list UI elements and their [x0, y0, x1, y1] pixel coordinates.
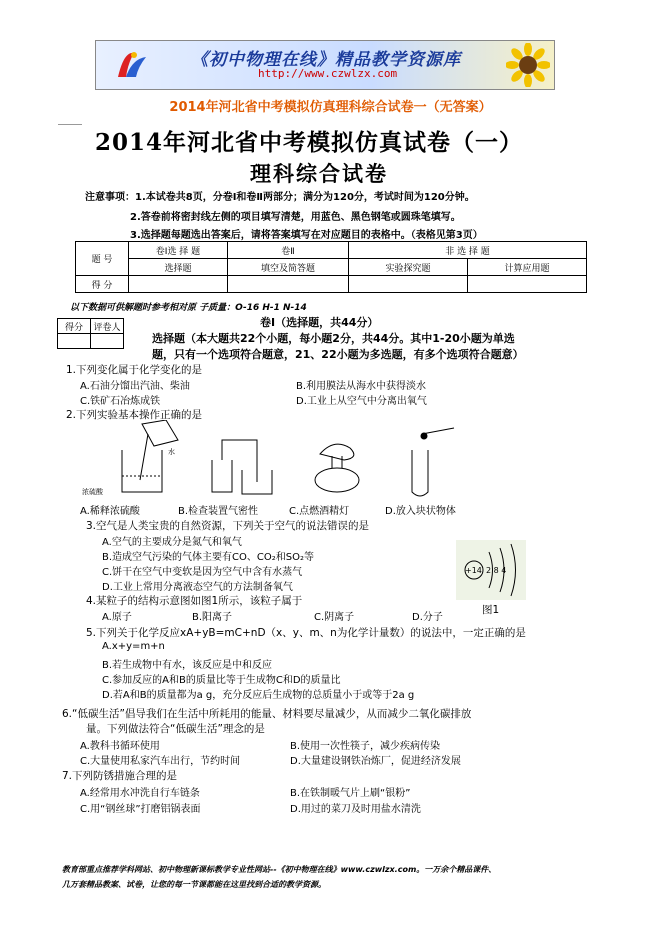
option[interactable]: B.使用一次性筷子，减少疾病传染 [290, 741, 441, 752]
question-5: 5.下列关于化学反应xA+yB=mC+nD（x、y、m、n为化学计量数）的说法中，一定正确的是 [86, 627, 526, 639]
paper-subtitle: 理科综合试卷 [250, 161, 388, 186]
score-table-cell: 卷Ⅱ [228, 242, 349, 259]
option[interactable]: B.检查装置气密性 [178, 506, 259, 517]
option[interactable]: B.阳离子 [192, 612, 233, 623]
question-6-continued: 量。下列做法符合“低碳生活”理念的是 [86, 723, 265, 735]
score-table-cell: 非 选 择 题 [349, 242, 587, 259]
option[interactable]: D.若A和B的质量都为a g，充分反应后生成物的总质量小于或等于2a g [102, 690, 415, 701]
option[interactable]: B.若生成物中有水，该反应是中和反应 [102, 660, 273, 671]
electron-label: 2 8 4 [486, 566, 507, 575]
option[interactable]: C.阴离子 [314, 612, 355, 623]
sunflower-icon [506, 43, 550, 87]
footer-line: 几万套精品教案、试卷，让您的每一节课都能在这里找到合适的教学资源。 [62, 880, 326, 889]
score-table-header: 得 分 [76, 276, 129, 293]
option[interactable]: A.x+y=m+n [102, 641, 165, 652]
question-7: 7.下列防锈措施合理的是 [62, 770, 178, 782]
note-line-2: 2.答卷前将密封线左侧的项目填写清楚，用蓝色、黑色钢笔或圆珠笔填写。 [130, 212, 461, 223]
note-line-1: 注意事项：1.本试卷共8页，分卷Ⅰ和卷Ⅱ两部分；满分为120分，考试时间为120分钟。 [85, 192, 475, 203]
option[interactable]: C.大量使用私家汽车出行，节约时间 [80, 756, 241, 767]
water-label: 水 [168, 448, 175, 456]
score-table-cell: 卷Ⅰ选 择 题 [129, 242, 228, 259]
grader-label: 得分 [58, 319, 91, 334]
option[interactable]: D.放入块状物体 [385, 506, 456, 517]
score-table-cell: 填空及简答题 [228, 259, 349, 276]
option[interactable]: D.工业上常用分离液态空气的方法制备氧气 [102, 582, 293, 593]
score-input-cell[interactable] [349, 276, 468, 293]
option[interactable]: C.铁矿石冶炼成铁 [80, 396, 161, 407]
question-3: 3.空气是人类宝贵的自然资源，下列关于空气的说法错误的是 [86, 520, 370, 532]
score-table-header: 题 号 [76, 242, 129, 276]
acid-label: 浓硫酸 [82, 488, 103, 496]
site-logo-icon [114, 47, 150, 83]
option[interactable]: A.原子 [102, 612, 132, 623]
relative-atomic-mass-note: 以下数据可供解题时参考相对原 子质量：O-16 H-1 N-14 [70, 303, 307, 313]
option[interactable]: B.造成空气污染的气体主要有CO、CO₂和SO₂等 [102, 552, 314, 563]
option[interactable]: D.分子 [412, 612, 443, 623]
score-table-cell: 计算应用题 [468, 259, 587, 276]
question-2: 2.下列实验基本操作正确的是 [66, 409, 203, 421]
document-title: 2014年河北省中考模拟仿真理科综合试卷一（无答案） [169, 100, 492, 115]
score-table [75, 241, 587, 293]
option[interactable]: A.石油分馏出汽油、柴油 [80, 381, 190, 392]
paper-title: 2014年河北省中考模拟仿真试卷（一） [95, 129, 524, 156]
header-banner [95, 40, 555, 90]
option[interactable]: D.用过的菜刀及时用盐水清洗 [290, 804, 421, 815]
option[interactable]: A.教科书循环使用 [80, 741, 160, 752]
note-line-3: 3.选择题每题选出答案后，请将答案填写在对应题目的表格中。（表格见第3页） [130, 230, 483, 241]
experiment-illustrations [82, 420, 482, 500]
grader-input-cell[interactable] [58, 334, 91, 349]
question-6: 6.“低碳生活”倡导我们在生活中所耗用的能量、材料要尽量减少，从而减少二氧化碳排放 [62, 708, 472, 720]
banner-title: 《初中物理在线》精品教学资源库 [191, 50, 461, 70]
grader-label: 评卷人 [91, 319, 124, 334]
footer-line: 教育部重点推荐学科网站、初中物理新课标教学专业性网站--《初中物理在线》www.czwlzx.com。一万余个精品课件、 [62, 865, 497, 874]
option[interactable]: C.用“钢丝球”打磨铝锅表面 [80, 804, 201, 815]
option[interactable]: C.参加反应的A和B的质量比等于生成物C和D的质量比 [102, 675, 341, 686]
nucleus-label: +14 [465, 566, 482, 575]
atom-structure-figure [456, 540, 526, 600]
grader-input-cell[interactable] [91, 334, 124, 349]
score-input-cell[interactable] [228, 276, 349, 293]
page-footer [62, 862, 496, 892]
banner-url[interactable]: http://www.czwlzx.com [258, 67, 398, 80]
option[interactable]: C.饼干在空气中变软是因为空气中含有水蒸气 [102, 567, 303, 578]
score-input-cell[interactable] [129, 276, 228, 293]
score-table-cell: 实验探究题 [349, 259, 468, 276]
score-table-cell: 选择题 [129, 259, 228, 276]
option[interactable]: B.在铁制暖气片上刷“银粉” [290, 788, 411, 799]
grader-table [57, 318, 124, 349]
section-title: 卷Ⅰ（选择题，共44分） [260, 316, 379, 329]
divider [58, 124, 82, 125]
section-instruction: 题，只有一个选项符合题意，21、22小题为多选题，有多个选项符合题意） [152, 348, 524, 361]
option[interactable]: D.大量建设钢铁冶炼厂，促进经济发展 [290, 756, 461, 767]
figure-caption: 图1 [482, 604, 500, 616]
option[interactable]: C.点燃酒精灯 [289, 506, 350, 517]
option[interactable]: A.经常用水冲洗自行车链条 [80, 788, 200, 799]
option[interactable]: A.稀释浓硫酸 [80, 506, 140, 517]
section-instruction: 选择题（本大题共22个小题，每小题2分，共44分。其中1-20小题为单选 [152, 332, 515, 345]
option[interactable]: B.利用膜法从海水中获得淡水 [296, 381, 427, 392]
option[interactable]: A.空气的主要成分是氮气和氧气 [102, 537, 242, 548]
question-4: 4.某粒子的结构示意图如图1所示，该粒子属于 [86, 595, 303, 607]
score-input-cell[interactable] [468, 276, 587, 293]
option[interactable]: D.工业上从空气中分离出氧气 [296, 396, 427, 407]
question-1: 1.下列变化属于化学变化的是 [66, 364, 203, 376]
